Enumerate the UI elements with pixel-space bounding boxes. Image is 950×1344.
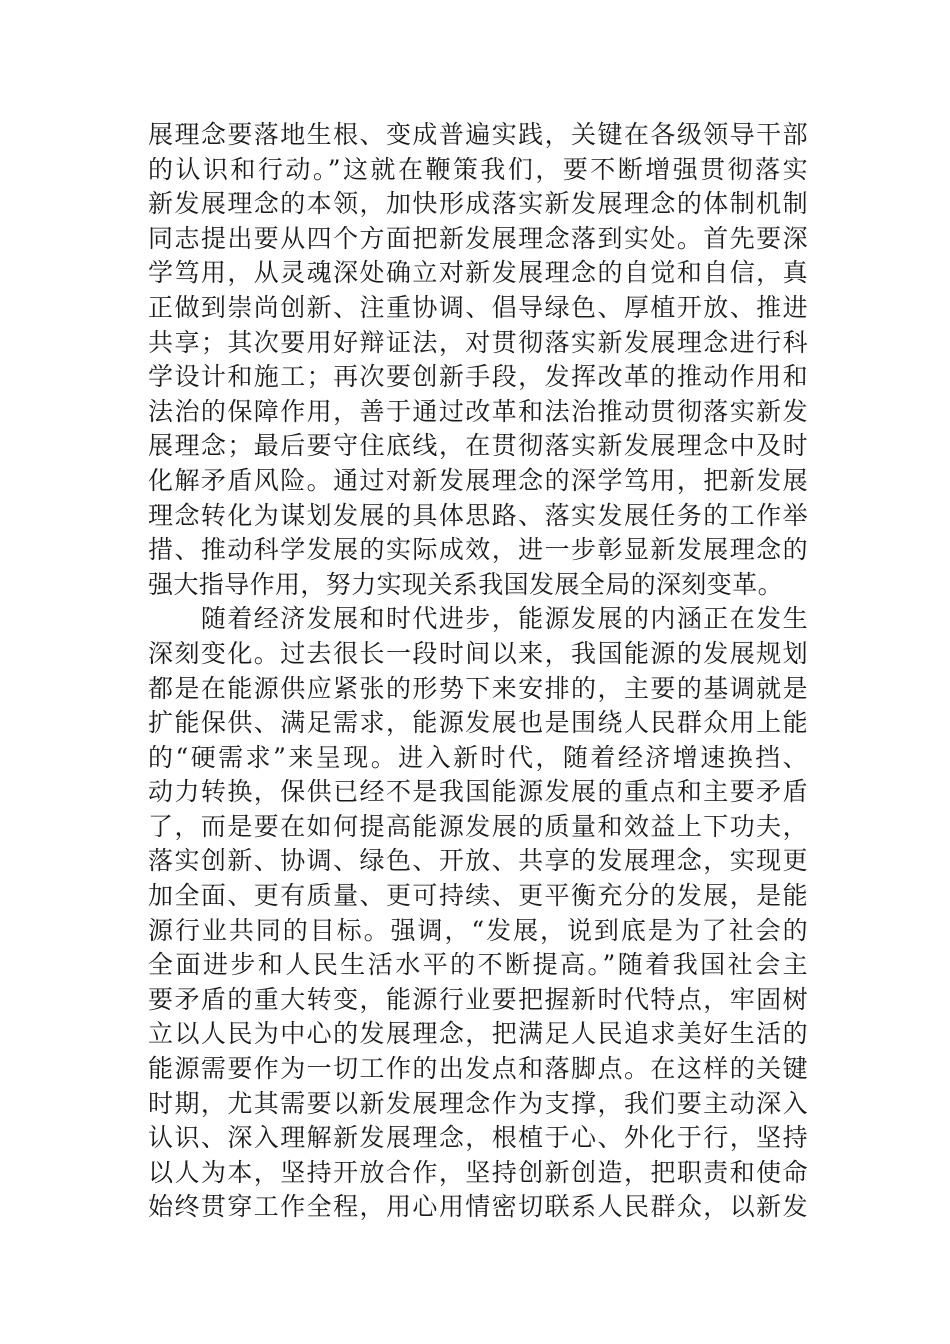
text-line: 措、推动科学发展的实际成效，进一步彰显新发展理念的 — [148, 535, 808, 565]
text-line: 随着经济发展和时代进步，能源发展的内涵正在发生 — [148, 604, 808, 634]
text-line: 时期，尤其需要以新发展理念作为支撑，我们要主动深入 — [148, 1088, 808, 1118]
text-line: 法治的保障作用，善于通过改革和法治推动贯彻落实新发 — [148, 396, 808, 426]
text-line: 了，而是要在如何提高能源发展的质量和效益上下功夫， — [148, 811, 808, 841]
text-line: 动力转换，保供已经不是我国能源发展的重点和主要矛盾 — [148, 777, 808, 807]
text-line: 的“硬需求”来呈现。进入新时代，随着经济增速换挡、 — [148, 742, 808, 772]
text-line: 的认识和行动。”这就在鞭策我们，要不断增强贯彻落实 — [148, 154, 808, 184]
text-line: 能源需要作为一切工作的出发点和落脚点。在这样的关键 — [148, 1054, 808, 1084]
text-line: 正做到崇尚创新、注重协调、倡导绿色、厚植开放、推进 — [148, 292, 808, 322]
text-line: 化解矛盾风险。通过对新发展理念的深学笃用，把新发展 — [148, 465, 808, 495]
text-line: 扩能保供、满足需求，能源发展也是围绕人民群众用上能 — [148, 708, 808, 738]
text-line: 落实创新、协调、绿色、开放、共享的发展理念，实现更 — [148, 846, 808, 876]
text-line: 加全面、更有质量、更可持续、更平衡充分的发展，是能 — [148, 881, 808, 911]
text-line: 同志提出要从四个方面把新发展理念落到实处。首先要深 — [148, 223, 808, 253]
text-line: 展理念要落地生根、变成普遍实践，关键在各级领导干部 — [148, 120, 808, 149]
text-line: 共享；其次要用好辩证法，对贯彻落实新发展理念进行科 — [148, 327, 808, 357]
text-line: 新发展理念的本领，加快形成落实新发展理念的体制机制 — [148, 189, 808, 219]
text-line: 强大指导作用，努力实现关系我国发展全局的深刻变革。 — [148, 569, 784, 599]
text-line: 始终贯穿工作全程，用心用情密切联系人民群众，以新发 — [148, 1192, 808, 1222]
text-line: 深刻变化。过去很长一段时间以来，我国能源的发展规划 — [148, 638, 808, 668]
text-line: 理念转化为谋划发展的具体思路、落实发展任务的工作举 — [148, 500, 808, 530]
text-line: 立以人民为中心的发展理念，把满足人民追求美好生活的 — [148, 1019, 808, 1049]
text-line: 展理念；最后要守住底线，在贯彻落实新发展理念中及时 — [148, 431, 808, 461]
text-line: 要矛盾的重大转变，能源行业要把握新时代特点，牢固树 — [148, 984, 808, 1014]
text-line: 认识、深入理解新发展理念，根植于心、外化于行，坚持 — [148, 1123, 808, 1153]
text-line: 以人为本，坚持开放合作，坚持创新创造，把职责和使命 — [148, 1157, 808, 1187]
body-text — [148, 118, 808, 1225]
text-line: 学设计和施工；再次要创新手段，发挥改革的推动作用和 — [148, 362, 808, 392]
text-line: 全面进步和人民生活水平的不断提高。”随着我国社会主 — [148, 950, 808, 980]
text-line: 都是在能源供应紧张的形势下来安排的，主要的基调就是 — [148, 673, 808, 703]
text-line: 学笃用，从灵魂深处确立对新发展理念的自觉和自信，真 — [148, 258, 808, 288]
text-line: 源行业共同的目标。强调，“发展，说到底是为了社会的 — [148, 915, 808, 945]
